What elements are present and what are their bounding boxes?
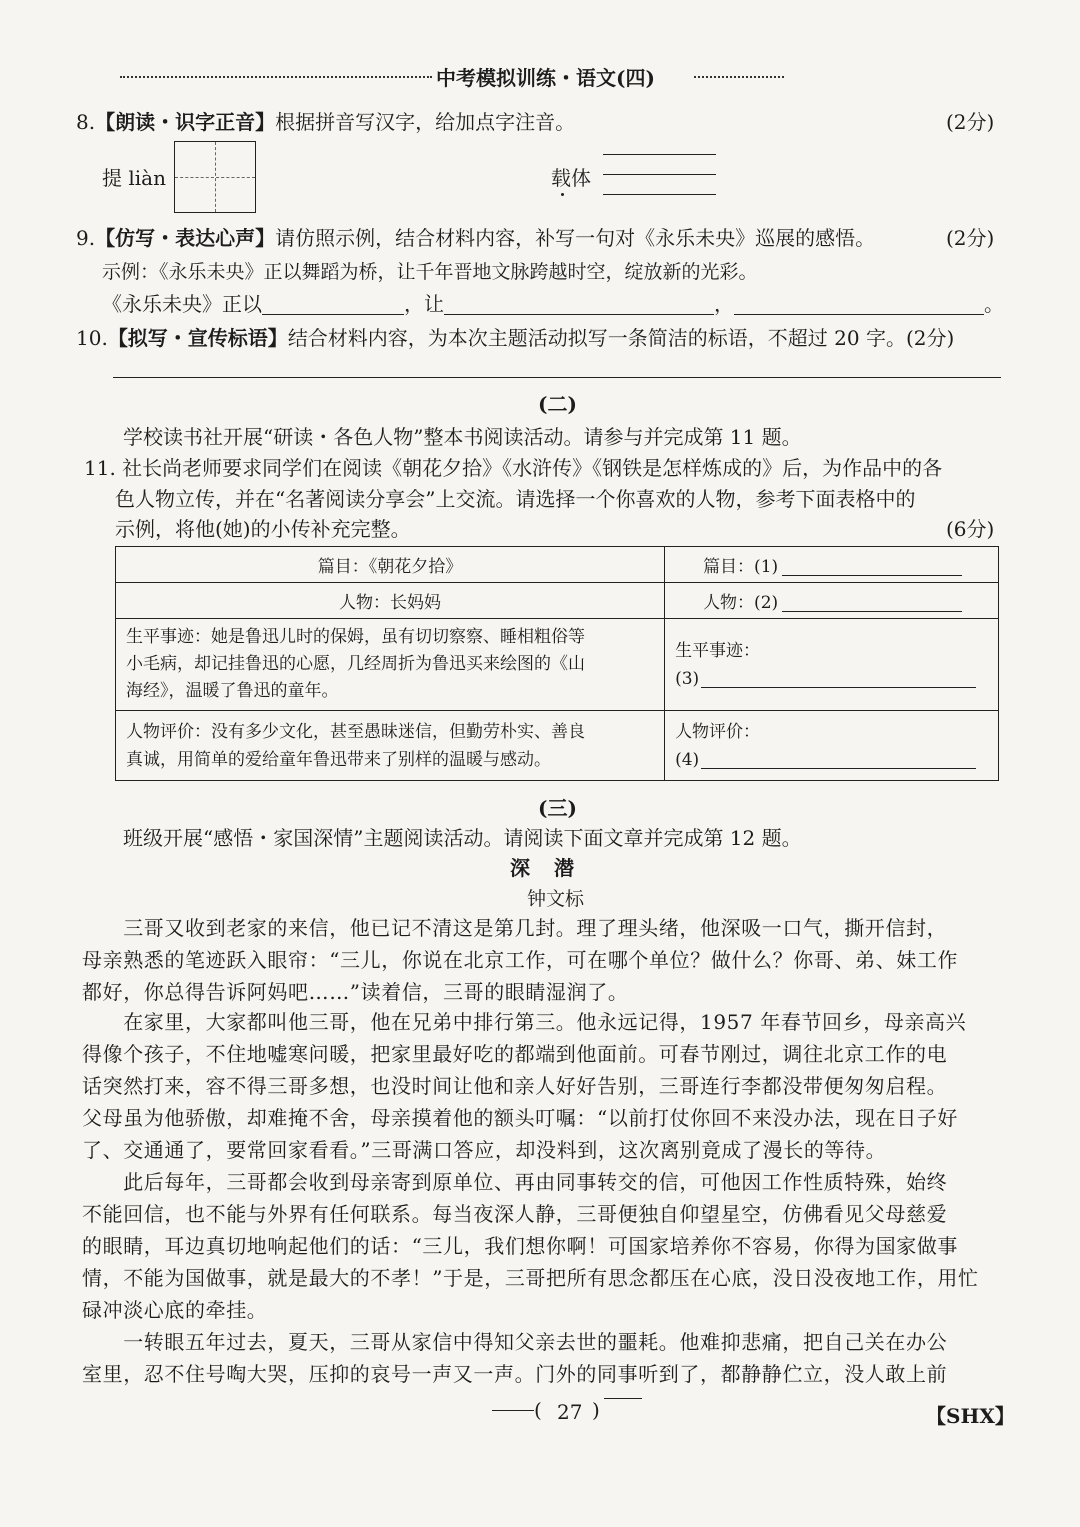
phonetic-answer-line-1[interactable] xyxy=(603,154,716,155)
cell-text-line: 海经》，温暖了鲁迅的童年。 xyxy=(126,681,339,701)
article-line: 的眼睛，耳边真切地响起他们的话：“三儿，我们想你啊！可国家培养你不容易，你得为国家做事 xyxy=(82,1234,959,1258)
question-10-answer-line[interactable] xyxy=(113,377,1001,378)
phonetic-answer-line-3[interactable] xyxy=(603,194,716,195)
question-tag: 【拟写・宣传标语】 xyxy=(107,326,288,350)
character-writing-box[interactable] xyxy=(174,141,256,213)
edition-code: 【SHX】 xyxy=(926,1404,1015,1428)
question-8-score: (2分) xyxy=(946,110,995,134)
question-text: 根据拼音写汉字，给加点字注音。 xyxy=(275,110,576,134)
word-remainder: 体 xyxy=(571,166,591,190)
grid-guide-vertical xyxy=(215,142,216,212)
section-2-intro: 学校读书社开展“研读・各色人物”整本书阅读活动。请参与并完成第 11 题。 xyxy=(123,425,802,449)
article-line: 室里，忍不住号啕大哭，压抑的哀号一声又一声。门外的同事听到了，都静静伫立，没人敢上前 xyxy=(82,1362,948,1386)
answer-blank-4[interactable] xyxy=(701,748,976,769)
article-line: 此后每年，三哥都会收到母亲寄到原单位、再由同事转交的信，可他因工作性质特殊，始终 xyxy=(82,1170,948,1194)
question-text: 结合材料内容，为本次主题活动拟写一条简洁的标语，不超过 20 字。 xyxy=(287,326,906,350)
table-cell-left-person xyxy=(116,583,665,619)
header-dotted-rule-left xyxy=(120,76,432,78)
article-paragraph-4 xyxy=(82,1326,1007,1390)
fill-text-4: 。 xyxy=(984,292,1004,316)
question-11-line-1: 11. 社长尚老师要求同学们在阅读《朝花夕拾》《水浒传》《钢铁是怎样炼成的》后，为作品中的各 xyxy=(84,456,943,480)
cell-text: 篇目：(1) xyxy=(703,557,779,577)
fill-text-2: ，让 xyxy=(404,292,444,316)
character-profile-table xyxy=(115,546,999,781)
cell-text-line: 小毛病，却记挂鲁迅的心愿，几经周折为鲁迅买来绘图的《山 xyxy=(126,654,585,674)
fill-blank-3[interactable] xyxy=(734,294,984,315)
section-3-intro: 班级开展“感悟・家国深情”主题阅读活动。请阅读下面文章并完成第 12 题。 xyxy=(123,826,802,850)
article-line: 一转眼五年过去，夏天，三哥从家信中得知父亲去世的噩耗。他难抑悲痛，把自己关在办公 xyxy=(82,1330,948,1354)
pinyin-prompt: 提 liàn xyxy=(102,166,166,190)
question-10-score: (2分) xyxy=(905,326,955,350)
article-line: 碌冲淡心底的牵挂。 xyxy=(82,1298,268,1322)
article-title: 深 潜 xyxy=(510,856,576,880)
fill-blank-2[interactable] xyxy=(444,294,714,315)
question-9-example: 示例：《永乐未央》正以舞蹈为桥，让千年晋地文脉跨越时空，绽放新的光彩。 xyxy=(102,261,758,283)
table-cell-left-work xyxy=(116,547,665,583)
article-line: 母亲熟悉的笔迹跃入眼帘：“三儿，你说在北京工作，可在哪个单位？做什么？你哥、弟、妹工作 xyxy=(82,948,959,972)
article-paragraph-3 xyxy=(82,1166,1007,1326)
page-header-title: 中考模拟训练・语文(四) xyxy=(436,66,655,90)
question-tag: 【仿写・表达心声】 xyxy=(95,226,276,250)
question-10-line xyxy=(76,322,954,351)
question-8-line xyxy=(76,106,575,135)
question-number: 9. xyxy=(76,226,96,250)
table-row xyxy=(116,711,999,781)
fill-text-3: ， xyxy=(714,292,734,316)
header-dotted-rule-right xyxy=(694,76,784,78)
article-line: 三哥又收到老家的来信，他已记不清这是第几封。理了理头绪，他深吸一口气，撕开信封， xyxy=(82,916,948,940)
answer-blank-1[interactable] xyxy=(782,555,962,576)
footer-rule-left xyxy=(492,1410,534,1411)
article-line: 都好，你总得告诉阿妈吧……”读着信，三哥的眼睛湿润了。 xyxy=(82,980,629,1004)
page-number-bracket-right: ) xyxy=(592,1398,600,1422)
article-line: 在家里，大家都叫他三哥，他在兄弟中排行第三。他永远记得，1957 年春节回乡，母亲高兴 xyxy=(82,1010,967,1034)
dotted-character: 载 xyxy=(551,162,571,191)
cell-text-line: 人物评价：没有多少文化，甚至愚昧迷信，但勤劳朴实、善良 xyxy=(126,721,585,742)
phonetic-answer-line-2[interactable] xyxy=(603,174,716,175)
table-cell-right-work xyxy=(665,547,999,583)
cell-text: 人物：长妈妈 xyxy=(339,593,442,613)
cell-text-line: 生平事迹：她是鲁迅儿时的保姆，虽有切切察察、睡相粗俗等 xyxy=(126,627,585,647)
fill-text-1: 《永乐未央》正以 xyxy=(102,292,262,316)
dotted-word xyxy=(551,162,591,191)
footer-rule-right xyxy=(604,1398,642,1399)
article-line: 话突然打来，容不得三哥多想，也没时间让他和亲人好好告别，三哥连行李都没带便匆匆启程。 xyxy=(82,1074,948,1098)
article-paragraph-1 xyxy=(82,912,1007,1008)
table-cell-left-eval xyxy=(116,711,665,781)
table-row xyxy=(116,619,999,711)
cell-text-line: 真诚，用简单的爱给童年鲁迅带来了别样的温暖与感动。 xyxy=(126,749,551,770)
article-line: 不能回信，也不能与外界有任何联系。每当夜深人静，三哥便独自仰望星空，仿佛看见父母慈爱 xyxy=(82,1202,948,1226)
question-text: 请仿照示例，结合材料内容，补写一句对《永乐未央》巡展的感悟。 xyxy=(275,226,876,250)
article-line: 父母虽为他骄傲，却难掩不舍，母亲摸着他的额头叮嘱：“以前打仗你回不来没办法，现在日子好 xyxy=(82,1106,959,1130)
article-author: 钟文标 xyxy=(527,888,585,910)
table-row xyxy=(116,547,999,583)
article-paragraph-2 xyxy=(82,1006,1007,1166)
page-number: 27 xyxy=(557,1400,583,1424)
question-9-line xyxy=(76,222,875,251)
answer-blank-3[interactable] xyxy=(701,667,976,688)
cell-text: (4) xyxy=(675,749,700,770)
table-cell-left-deeds xyxy=(116,619,665,711)
question-9-score: (2分) xyxy=(946,226,995,250)
table-cell-right-deeds xyxy=(665,619,999,711)
cell-label: 生平事迹： xyxy=(675,640,761,661)
table-row xyxy=(116,583,999,619)
cell-text: 人物：(2) xyxy=(703,593,779,613)
answer-blank-2[interactable] xyxy=(782,591,962,612)
article-line: 情，不能为国做事，就是最大的不孝！”于是，三哥把所有思念都压在心底，没日没夜地工作，用忙 xyxy=(82,1266,979,1290)
question-11-line-3: 示例，将他(她)的小传补充完整。 xyxy=(115,517,411,541)
question-tag: 【朗读・识字正音】 xyxy=(95,110,276,134)
table-cell-right-eval xyxy=(665,711,999,781)
article-line: 了、交通通了，要常回家看看。”三哥满口答应，却没料到，这次离别竟成了漫长的等待。 xyxy=(82,1138,887,1162)
fill-blank-1[interactable] xyxy=(262,294,404,315)
article-line: 得像个孩子，不住地嘘寒问暖，把家里最好吃的都端到他面前。可春节刚过，调往北京工作的电 xyxy=(82,1042,948,1066)
cell-text: 篇目：《朝花夕拾》 xyxy=(317,557,463,577)
cell-label: 人物评价： xyxy=(675,721,761,742)
cell-text: (3) xyxy=(675,668,700,689)
table-cell-right-person xyxy=(665,583,999,619)
page-number-bracket-left: ( xyxy=(534,1398,542,1422)
section-3-heading: (三) xyxy=(538,796,577,820)
question-number: 8. xyxy=(76,110,96,134)
question-11-score: (6分) xyxy=(946,517,995,541)
question-9-fill-sentence xyxy=(102,288,1004,317)
question-11-line-2: 色人物立传，并在“名著阅读分享会”上交流。请选择一个你喜欢的人物，参考下面表格中的 xyxy=(115,487,916,511)
question-number: 10. xyxy=(76,326,108,350)
section-2-heading: (二) xyxy=(538,392,577,416)
